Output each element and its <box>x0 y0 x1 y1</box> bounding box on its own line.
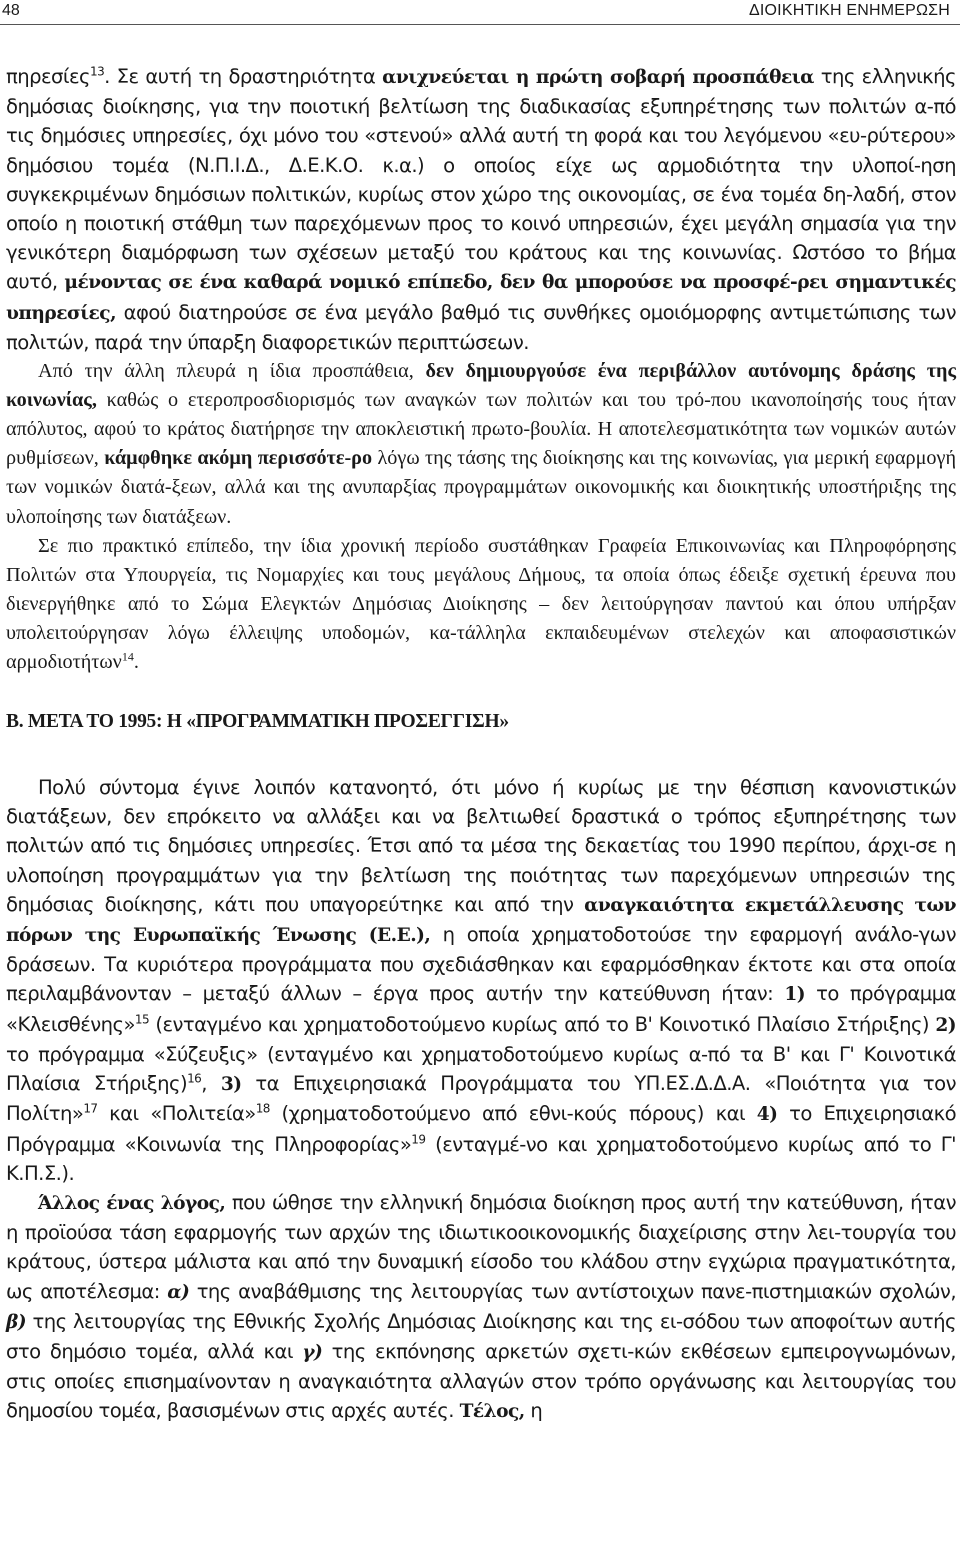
text-run: η <box>524 1399 543 1423</box>
bold-run: 1) <box>784 984 805 1006</box>
paragraph-continuation <box>6 62 956 357</box>
page-header <box>0 0 960 22</box>
bold-run: κάμφθηκε ακόμη περισσότε-ρο <box>104 447 373 470</box>
text-run: της εκπόνησης αρκετών σχετι-κών εκθέσεων εμπειρογνωμόνων, στις οποίες επισημαίνονταν η αναγκαιότητα αλλαγών στον τρόπο οργάνωσης και λειτουργίας του δημοσίου τομέα, βασισμένων στις αρχές αυτές. <box>6 1339 956 1423</box>
paragraph-another-reason <box>6 1188 956 1427</box>
bold-run: δεν δημιουργούσε ένα περιβάλλον αυτόνομης δράσης της κοινωνίας, <box>6 360 956 412</box>
text-run: καθώς ο ετεροπροσδιορισμός των αναγκών των πολιτών και του τρό-που ικανοποίησής τους ήταν απόλυτος, αφού το κράτος διατήρησε την αποκλειστική πρωτο-βουλία. Η αποτελεσματικότητα των νομικών αυτών ρυθμίσεων, <box>6 389 956 470</box>
running-title: ΔΙΟΙΚΗΤΙΚΗ ΕΝΗΜΕΡΩΣΗ <box>749 2 950 19</box>
bold-run: αναγκαιότητα εκμετάλλευσης των πόρων της Ευρωπαϊκής Ένωσης (Ε.Ε.), <box>6 894 956 947</box>
text-run: (ενταγμένο και χρηματοδοτούμενο κυρίως από το Β' Κοινοτικό Πλαίσιο Στήριξης) <box>149 1012 936 1036</box>
text-run: τα Επιχειρησιακά Προγράμματα του ΥΠ.ΕΣ.Δ.Δ.Α. «Ποιότητα για τον Πολίτη» <box>6 1072 956 1126</box>
text-run: το πρόγραμμα «Σύζευξις» (ενταγμένο και χρηματοδοτούμενο κυρίως α-πό τα Β' και Γ' Κοινοτικά Πλαίσια Στήριξης) <box>6 1042 956 1096</box>
paragraph-other-side <box>6 357 956 532</box>
text-run: που ώθησε την ελληνική δημόσια διοίκηση προς αυτή την κατεύθυνση, ήταν η προϊούσα τάση εφαρμογής των αρχών της ιδιωτικοοικονομικής διαχείρισης στην λει-τουργία του κράτους, ύστερα μάλιστα και από την δυναμική είσοδο του κλάδου στην εγχώρια πραγματικότητα, ως αποτέλεσμα: <box>6 1190 956 1303</box>
text-run: Σε πιο πρακτικό επίπεδο, την ίδια χρονική περίοδο συστάθηκαν Γραφεία Επικοινωνίας και Πληροφόρησης Πολιτών στα Υπουργεία, τις Νομαρχίες και τους μεγάλους Δήμους, τα οποία όπως έδειξε σχετική έρευνα που διενεργήθηκε από το Σώμα Ελεγκτών Δημόσιας Διοίκησης – δεν λειτούργησαν παντού και όπου υπήρξαν υπολειτούργησαν λόγω έλλειψης υποδομών, κα-τάλληλα εκπαιδευμένων στελεχών και αποφασιστικών αρμοδιοτήτων <box>6 534 956 673</box>
paragraph-practical-level <box>6 532 956 677</box>
bold-run: 3) <box>220 1074 242 1096</box>
text-run: το πρόγραμμα «Κλεισθένης» <box>6 982 956 1036</box>
bold-run: Άλλος ένας λόγος, <box>38 1192 226 1214</box>
text-run: , <box>201 1072 221 1096</box>
text-run: αφού διατηρούσε σε ένα μεγάλο βαθμό τις συνθήκες ομοιόμορφης αντιμετώπισης των πολιτών, παρά την ύπαρξη διαφορετικών περιπτώσεων. <box>6 300 956 354</box>
header-rule <box>0 24 960 25</box>
footnote-ref: 13 <box>89 64 105 79</box>
text-run: Πολύ σύντομα έγινε λοιπόν κατανοητό, ότι μόνο ή κυρίως με την θέσπιση κανονιστικών διατάξεων, δεν επρόκειτο να αλλάξει και να βελτιωθεί δραστικά ο τρόπος εξυπηρέτησης των πολιτών από τις δημόσιες υπηρεσίες. Έτσι από τα μέσα της δεκαετίας του 1990 περίπου, άρχι-σε η υλοποίηση προγραμμάτων για την βελτίωση της ποιότητας των παρεχόμενων υπηρεσιών της δημόσιας διοίκησης, κάτι που υπαγορεύτηκε και από την <box>6 776 956 916</box>
text-run: λόγω της τάσης της διοίκησης και της κοινωνίας, για μερική εφαρμογή των νομικών διατά-ξεων, αλλά και της ανυπαρξίας προγραμμάτων οικονομικής και διοικητικής υποστήριξης της υλοποίησης των διατάξεων. <box>6 447 956 528</box>
footnote-ref: 14 <box>121 649 134 664</box>
text-run: της αναβάθμισης της λειτουργίας των αντίστοιχων πανε-πιστημιακών σχολών, <box>189 1279 957 1303</box>
footnote-ref: 18 <box>255 1101 270 1116</box>
footnote-ref: 15 <box>134 1012 150 1027</box>
text-run: πηρεσίες <box>6 65 90 88</box>
page-number: 48 <box>2 2 20 19</box>
italic-run: β) <box>6 1311 27 1333</box>
footnote-ref: 19 <box>411 1131 426 1146</box>
text-run: η οποία χρηματοδοτούσε την εφαρμογή ανάλο-γων δράσεων. Τα κυριότερα προγράμματα που σχεδιάσθηκαν και εφαρμόσθηκαν έκτοτε και στα οποία περιλαμβάνονταν – μεταξύ άλλων – έργα προς αυτήν την κατεύθυνση ήταν: <box>6 923 956 1006</box>
text-run: (χρηματοδοτούμενο από εθνι-κούς πόρους) και <box>269 1102 757 1126</box>
page-body <box>6 62 956 1427</box>
text-run: το Επιχειρησιακό Πρόγραμμα «Κοινωνία της Πληροφορίας» <box>6 1102 957 1156</box>
text-run: (ενταγμέ-νο και χρηματοδοτούμενο κυρίως από το Γ' Κ.Π.Σ.). <box>6 1132 956 1185</box>
bold-run: ανιχνεύεται η πρώτη σοβαρή προσπάθεια <box>382 67 814 88</box>
text-run: της λειτουργίας της Εθνικής Σχολής Δημόσιας Διοίκησης και της ει-σόδου των αποφοίτων αυτής στο δημόσιο τομέα, αλλά και <box>6 1309 956 1363</box>
text-run: της ελληνικής δημόσιας διοίκησης, για την ποιοτική βελτίωση της διαδικασίας εξυπηρέτησης των πολιτών α-πό τις δημόσιες υπηρεσίες, όχι μόνο του «στενού» αλλά αυτή τη φορά και του λεγόμενου «ευ-ρύτερου» δημόσιου τομέα (Ν.Π.Ι.Δ., Δ.Ε.Κ.Ο. κ.α.) ο οποίος είχε ως αρμοδιότητα την υλοποί-ηση συγκεκριμένων δημόσιων πολιτικών, κυρίως στον χώρο της οικονομίας, σε ένα τομέα δη-λαδή, στον οποίο η ποιοτική στάθμη των παρεχόμενων προς το κοινό υπηρεσιών, έχει μεγάλη σημασία για την γενικότερη διαμόρφωση των σχέσεων μεταξύ του κράτους και της κοινωνίας. Ωστόσο το βήμα αυτό, <box>6 65 956 294</box>
bold-run: μένοντας σε ένα καθαρά νομικό επίπεδο, δεν θα μπορούσε να προσφέ-ρει σημαντικές υπηρεσίες, <box>6 272 956 324</box>
bold-run: 4) <box>756 1104 778 1126</box>
text-run: . Σε αυτή τη δραστηριότητα <box>104 65 383 88</box>
text-run: . <box>133 650 139 673</box>
bold-run: 2) <box>935 1014 956 1036</box>
footnote-ref: 17 <box>83 1101 98 1116</box>
text-run: και «Πολιτεία» <box>97 1102 256 1126</box>
text-run: Από την άλλη πλευρά η ίδια προσπάθεια, <box>38 360 426 383</box>
paragraph-programmatic-approach <box>6 773 956 1188</box>
footnote-ref: 16 <box>187 1071 202 1086</box>
italic-run: α) <box>167 1281 190 1303</box>
italic-run: γ) <box>302 1341 323 1363</box>
bold-run: Τέλος, <box>459 1401 525 1423</box>
section-heading: Β. ΜΕΤΑ ΤΟ 1995: Η «ΠΡΟΓΡΑΜΜΑΤΙΚΗ ΠΡΟΣΕΓΓΙΣΗ» <box>6 711 509 733</box>
